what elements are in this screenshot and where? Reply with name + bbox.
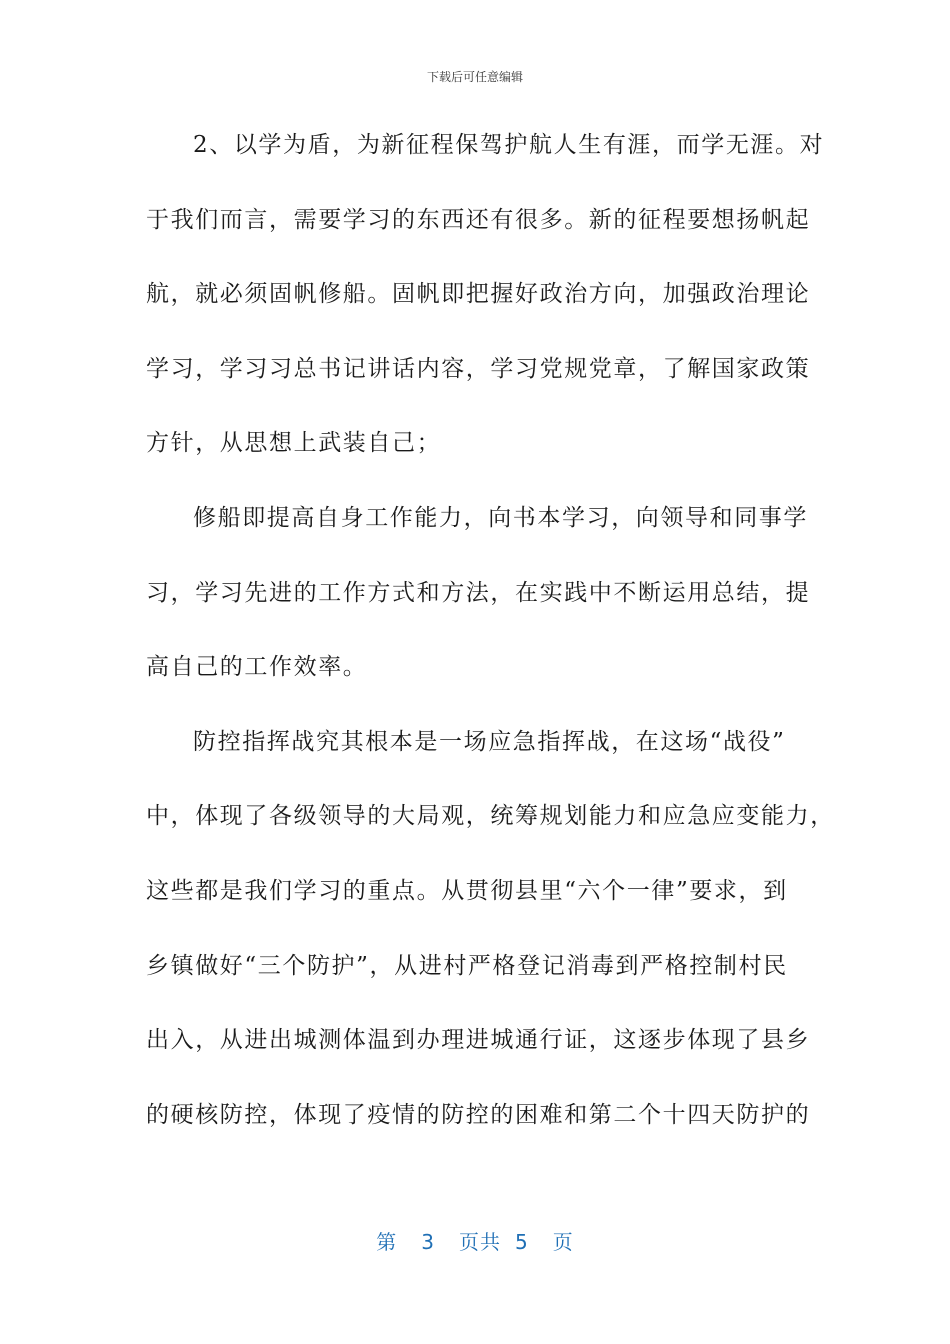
header-note: 下载后可任意编辑 — [426, 70, 523, 84]
text-line: 航，就必须固帆修船。固帆即把握好政治方向，加强政治理论 — [146, 281, 811, 308]
text-line: 出入，从进出城测体温到办理进城通行证，这逐步体现了县乡 — [146, 1027, 811, 1054]
text-line: 方针，从思想上武装自己； — [146, 430, 442, 457]
paragraph-1 — [146, 108, 825, 481]
total-pages-number: 5 — [515, 1230, 529, 1254]
text-line: 这些都是我们学习的重点。从贯彻县里“六个一律”要求，到 — [146, 877, 788, 904]
text-line: 乡镇做好“三个防护”，从进村严格登记消毒到严格控制村民 — [146, 952, 788, 979]
current-page-number: 3 — [421, 1230, 435, 1254]
footer-suffix: 页 — [552, 1230, 574, 1254]
text-line: 高自己的工作效率。 — [146, 654, 368, 681]
text-line: 于我们而言，需要学习的东西还有很多。新的征程要想扬帆起 — [146, 206, 811, 233]
paragraph-2 — [146, 481, 814, 705]
footer-middle: 页共 — [459, 1230, 501, 1254]
text-line: 防控指挥战究其根本是一场应急指挥战，在这场“战役” — [193, 728, 786, 755]
paragraph-3 — [146, 705, 835, 1153]
footer-prefix: 第 — [376, 1230, 398, 1254]
text-line: 习，学习先进的工作方式和方法，在实践中不断运用总结，提 — [146, 579, 811, 606]
page-footer — [0, 1226, 950, 1255]
text-line: 2、以学为盾，为新征程保驾护航人生有涯，而学无涯。对 — [193, 132, 825, 158]
text-line: 的硬核防控，体现了疫情的防控的困难和第二个十四天防护的 — [146, 1101, 811, 1128]
document-body — [146, 108, 835, 1152]
text-line: 中，体现了各级领导的大局观，统筹规划能力和应急应变能力， — [146, 803, 835, 830]
text-line: 修船即提高自身工作能力，向书本学习，向领导和同事学 — [193, 504, 808, 531]
text-line: 学习，学习习总书记讲话内容，学习党规党章，了解国家政策 — [146, 355, 811, 382]
